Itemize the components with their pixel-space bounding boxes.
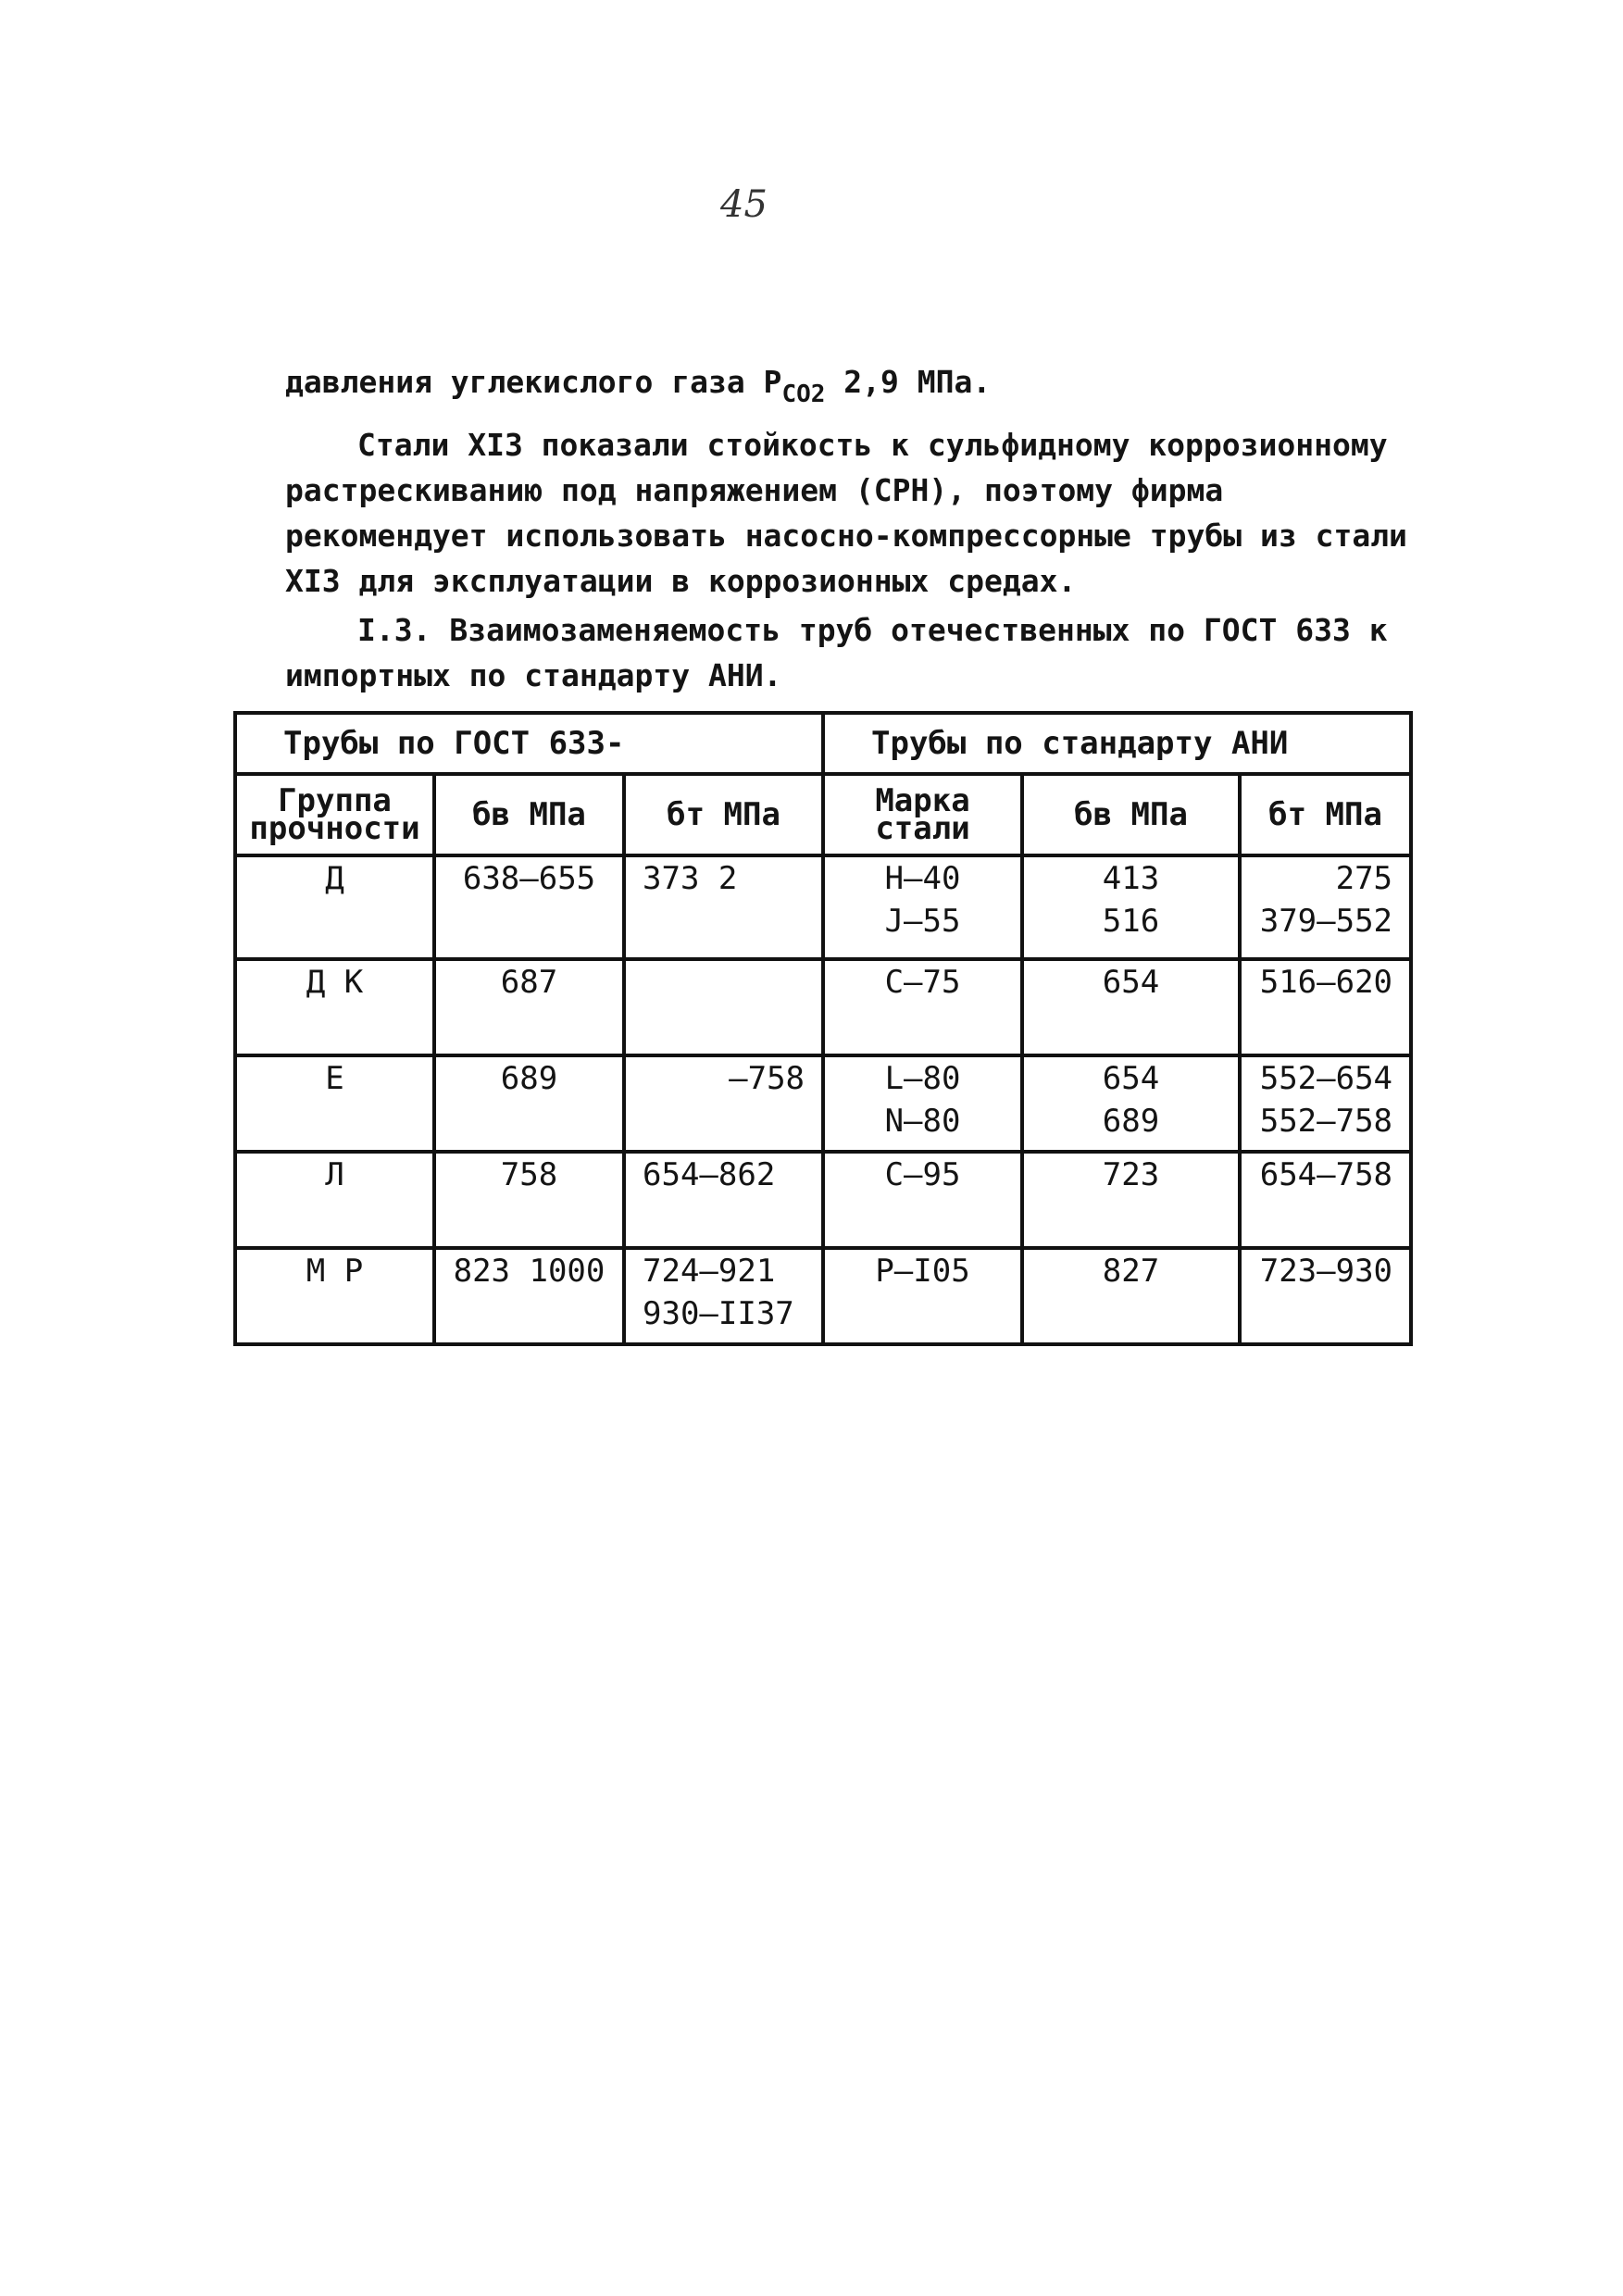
table-row <box>235 1055 1411 1152</box>
paragraph-pressure-text: давления углекислого газа P <box>285 364 782 400</box>
section-heading <box>285 607 1424 698</box>
cell-tensile: 689 <box>434 1055 624 1152</box>
cell-tensile: 638–655 <box>434 855 624 959</box>
section-heading-text: I.3. Взаимозаменяемость труб отечественных по ГОСТ 633 к импортных по стандарту АНИ. <box>285 612 1388 693</box>
cell-yield: –758 <box>624 1055 823 1152</box>
cell-grade: Д <box>235 855 434 959</box>
header-tensile-api: бв МПа <box>1022 774 1240 855</box>
cell-yield-api: 654–758 <box>1240 1152 1411 1248</box>
cell-tensile-api: 827 <box>1022 1248 1240 1344</box>
cell-tensile: 758 <box>434 1152 624 1248</box>
cell-grade: Л <box>235 1152 434 1248</box>
cell-steel: Р–I05 <box>823 1248 1022 1344</box>
paragraph-pressure-tail: 2,9 МПа. <box>825 364 992 400</box>
header-yield-gost: бт МПа <box>624 774 823 855</box>
cell-steel: Н–40 J–55 <box>823 855 1022 959</box>
group-header-api: Трубы по стандарту АНИ <box>823 713 1411 774</box>
cell-tensile-api: 654 <box>1022 959 1240 1055</box>
cell-yield-api: 723–930 <box>1240 1248 1411 1344</box>
cell-yield-api: 552–654 552–758 <box>1240 1055 1411 1152</box>
paragraph-pressure <box>285 359 1424 408</box>
table-row <box>235 1248 1411 1344</box>
cell-steel: С–95 <box>823 1152 1022 1248</box>
cell-yield <box>624 959 823 1055</box>
cell-steel: С–75 <box>823 959 1022 1055</box>
table-row <box>235 959 1411 1055</box>
header-steel: Марка стали <box>823 774 1022 855</box>
cell-yield: 724–921 930–II37 <box>624 1248 823 1344</box>
co2-subscript: CO2 <box>781 381 826 408</box>
table-row <box>235 855 1411 959</box>
header-tensile-gost: бв МПа <box>434 774 624 855</box>
cell-tensile-api: 413 516 <box>1022 855 1240 959</box>
cell-tensile: 687 <box>434 959 624 1055</box>
page-number: 45 <box>720 183 768 226</box>
cell-yield: 373 2 <box>624 855 823 959</box>
cell-grade: Д К <box>235 959 434 1055</box>
header-yield-api: бт МПа <box>1240 774 1411 855</box>
cell-tensile-api: 654 689 <box>1022 1055 1240 1152</box>
table-row <box>235 1152 1411 1248</box>
header-grade: Группа прочности <box>235 774 434 855</box>
cell-tensile-api: 723 <box>1022 1152 1240 1248</box>
cell-yield: 654–862 <box>624 1152 823 1248</box>
interchangeability-table <box>233 711 1413 1346</box>
paragraph-steel <box>285 422 1424 604</box>
cell-tensile: 823 1000 <box>434 1248 624 1344</box>
cell-yield-api: 516–620 <box>1240 959 1411 1055</box>
cell-steel: L–80 N–80 <box>823 1055 1022 1152</box>
cell-grade: Е <box>235 1055 434 1152</box>
group-header-gost: Трубы по ГОСТ 633- <box>235 713 823 774</box>
cell-yield-api: 275 379–552 <box>1240 855 1411 959</box>
paragraph-steel-text: Стали XI3 показали стойкость к сульфидному коррозионному растрескиванию под напряжением (СРН), поэтому фирма рекомендует использовать насосно-компрессорные трубы из стали XI3 для эксплуатации в коррозионных средах. <box>285 427 1407 599</box>
cell-grade: М Р <box>235 1248 434 1344</box>
